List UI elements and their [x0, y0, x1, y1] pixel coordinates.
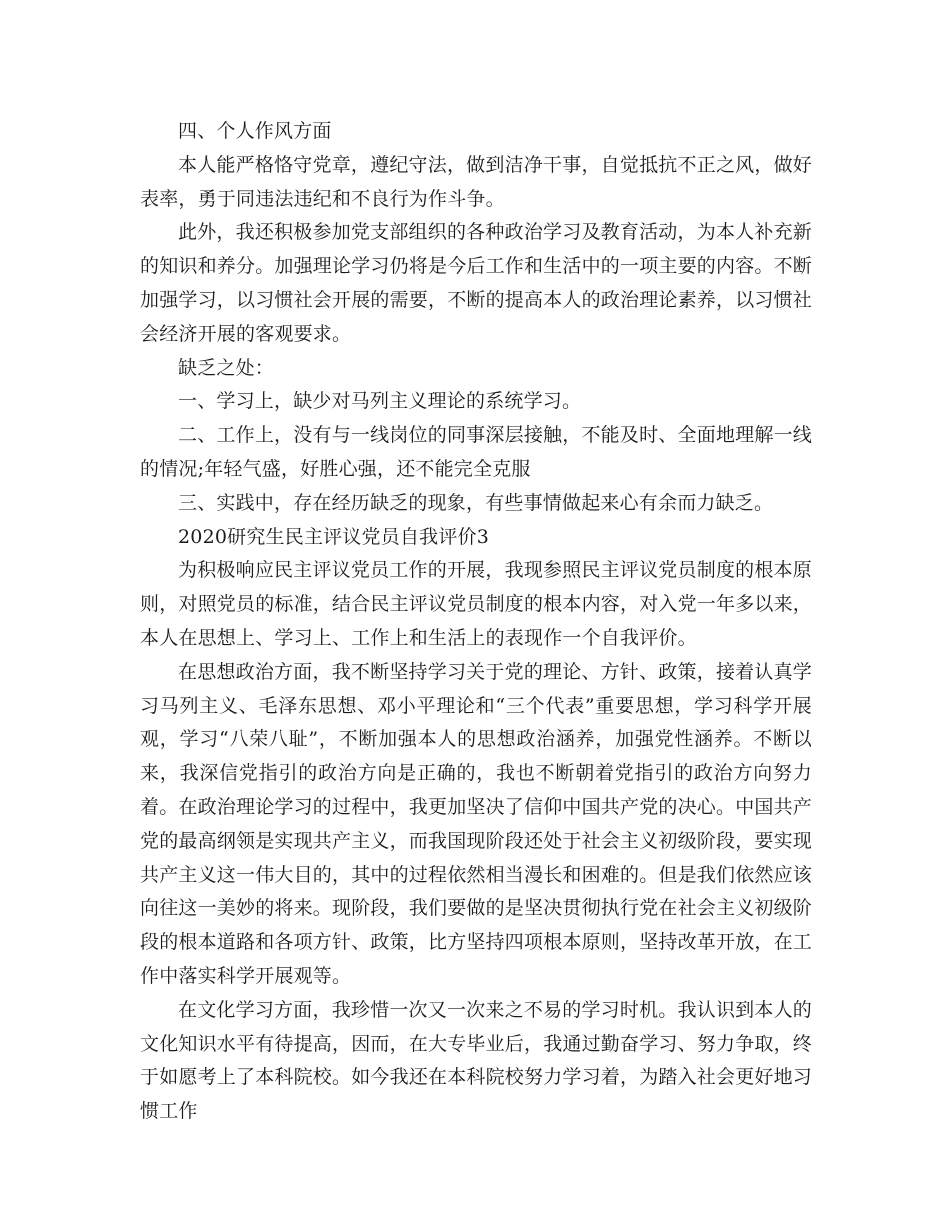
section-heading-personal-style: 四、个人作风方面 [178, 120, 332, 142]
paragraph-political-thought: 在思想政治方面，我不断坚持学习关于党的理论、方针、政策，接着认真学习马列主义、毛泽东思想、邓小平理论和“三个代表”重要思想，学习科学开展观，学习“八荣八耻”，不断加强本人的思想政治涵养，加强党性涵养。不断以来，我深信党指引的政治方向是正确的，我也不断朝着党指引的政治方向努力着。在政治理论学习的过程中，我更加坚决了信仰中国共产党的决心。中国共产党的最高纲领是实现共产主义，而我国现阶段还处于社会主义初级阶段，要实现共产主义这一伟大目的，其中的过程依然相当漫长和困难的。但是我们依然应该向往这一美妙的将来。现阶段，我们要做的是坚决贯彻执行党在社会主义初级阶段的根本道路和各项方针、政策，比方坚持四项根本原则，坚持改革开放，在工作中落实科学开展观等。 [140, 660, 813, 987]
paragraph-cultural-study: 在文化学习方面，我珍惜一次又一次来之不易的学习时机。我认识到本人的文化知识水平有待提高，因而，在大专毕业后，我通过勤奋学习、努力争取，终于如愿考上了本科院校。如今我还在本科院校努力学习着，为踏入社会更好地习惯工作 [140, 998, 813, 1123]
paragraph-study-activities: 此外，我还积极参加党支部组织的各种政治学习及教育活动，为本人补充新的知识和养分。加强理论学习仍将是今后工作和生活中的一项主要的内容。不断加强学习，以习惯社会开展的需要，不断的提高本人的政治理论素养，以习惯社会经济开展的客观要求。 [140, 221, 813, 345]
paragraph-intro: 为积极响应民主评议党员工作的开展，我现参照民主评议党员制度的根本原则，对照党员的标准，结合民主评议党员制度的根本内容，对入党一年多以来，本人在思想上、学习上、工作上和生活上的表现作一个自我评价。 [140, 559, 813, 649]
shortcoming-item-practice: 三、实践中，存在经历缺乏的现象，有些事情做起来心有余而力缺乏。 [178, 491, 774, 514]
paragraph-personal-style: 本人能严格恪守党章，遵纪守法，做到洁净干事，自觉抵抗不正之风，做好表率，勇于同违法违纪和不良行为作斗争。 [140, 153, 812, 210]
shortcomings-heading: 缺乏之处： [178, 356, 275, 379]
section-title-self-evaluation-3: 2020研究生民主评议党员自我评价3 [178, 525, 490, 548]
document-body [140, 115, 812, 1129]
shortcoming-item-work: 二、工作上，没有与一线岗位的同事深层接触，不能及时、全面地理解一线的情况;年轻气盛，好胜心强，还不能完全克服 [140, 424, 812, 480]
shortcoming-item-study: 一、学习上，缺少对马列主义理论的系统学习。 [178, 390, 582, 413]
